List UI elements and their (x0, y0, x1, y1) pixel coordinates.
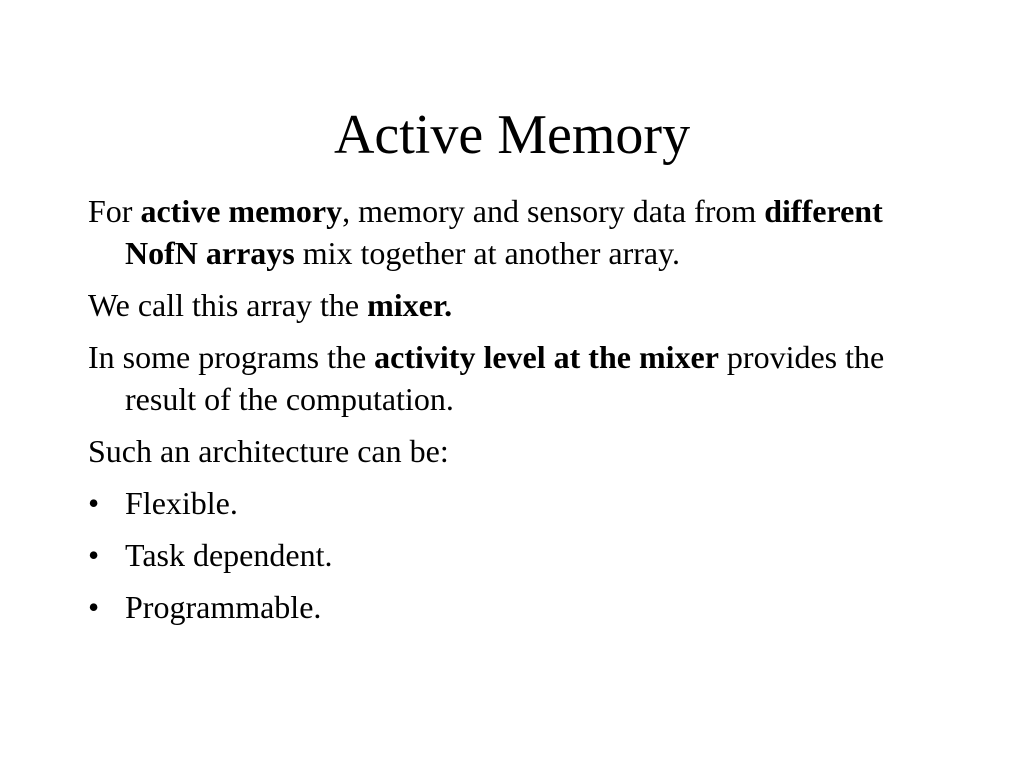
text-run: Such an architecture can be: (88, 433, 449, 469)
bullet-text: Programmable. (125, 589, 322, 625)
slide-title: Active Memory (333, 104, 691, 166)
text-run: We call this array the (88, 287, 368, 323)
bold-text-run: mixer. (367, 287, 453, 323)
slide-body (88, 190, 948, 638)
text-run: For (88, 193, 141, 229)
text-run: mix together at another array. (294, 235, 681, 271)
paragraph-active-memory (88, 190, 948, 274)
bullet-symbol: • (88, 485, 100, 521)
bullet-text: Flexible. (125, 485, 238, 521)
text-run: , memory and sensory data from (342, 193, 765, 229)
bullet-text: Task dependent. (125, 537, 333, 573)
bold-text-run: activity level at the mixer (374, 339, 719, 375)
bullet-symbol: • (88, 537, 100, 573)
text-run: provides the result of the computation. (125, 339, 885, 417)
bullet-item (88, 482, 948, 524)
text-run: In some programs the (88, 339, 375, 375)
bullet-item (88, 586, 948, 628)
paragraph-mixer (88, 284, 948, 326)
paragraph-activity-level (88, 336, 948, 420)
bold-text-run: active memory (140, 193, 343, 229)
bullet-symbol: • (88, 589, 100, 625)
bold-text-run: different NofN arrays (125, 193, 883, 271)
bullet-item (88, 534, 948, 576)
paragraph-architecture (88, 430, 948, 472)
